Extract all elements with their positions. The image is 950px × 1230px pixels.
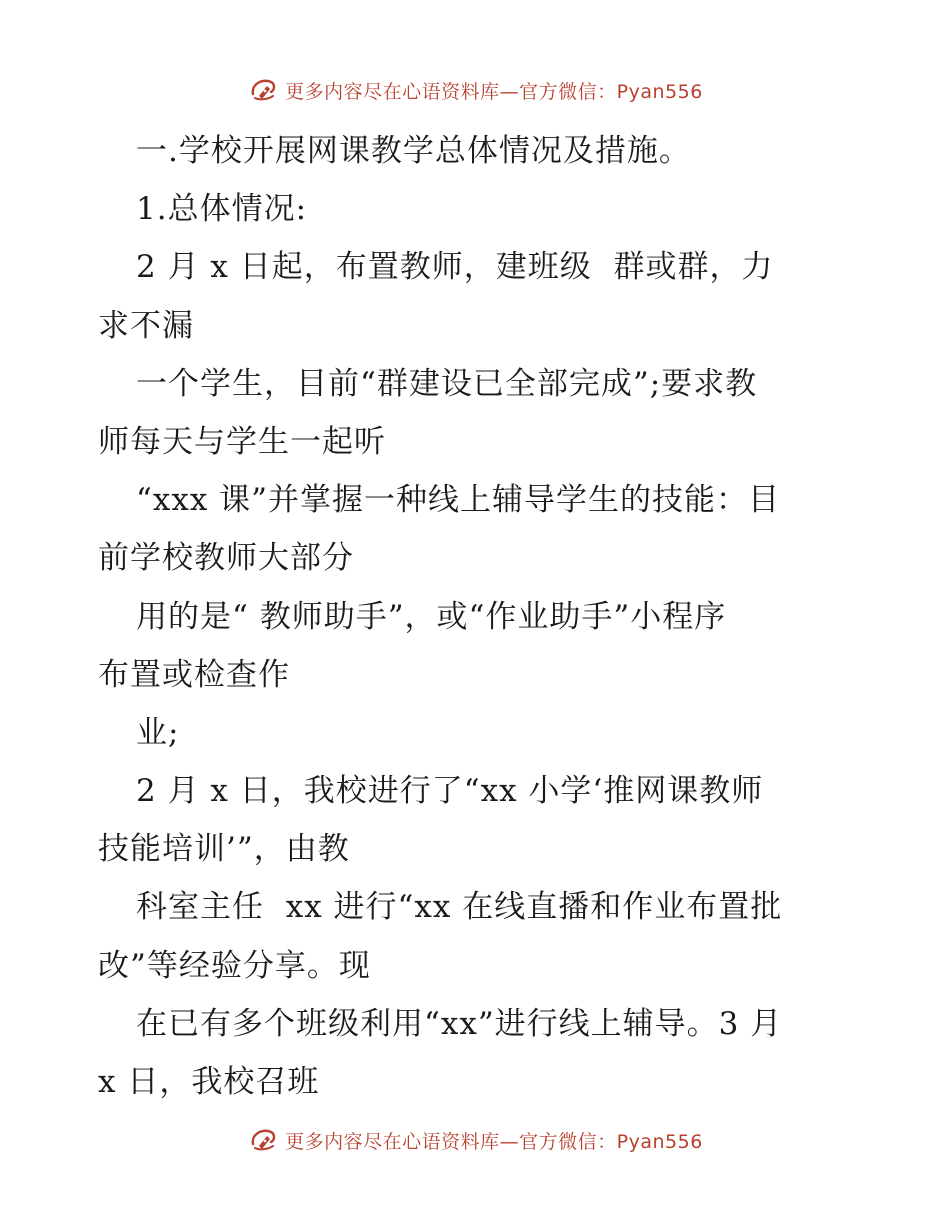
footer-banner [0,1120,950,1160]
paragraph-line: 布置或检查作 [98,656,290,693]
paragraph-line: 改”等经验分享。现 [98,947,371,984]
paragraph-line: 2 月 x 日，我校进行了“xx 小学‘推网课教师 [136,773,764,810]
banner-text: 更多内容尽在心语资料库—官方微信：Pyan556 [285,80,703,103]
paragraph-line: 2 月 x 日起，布置教师，建班级 群或群，力 [136,249,774,286]
paragraph-line: 师每天与学生一起听 [98,423,386,460]
paragraph-line: 业; [136,714,180,751]
document-body [98,122,858,1111]
banner-text: 更多内容尽在心语资料库—官方微信：Pyan556 [285,1130,703,1153]
paragraph-line: 科室主任 xx 进行“xx 在线直播和作业布置批 [136,889,783,926]
pen-nib-swirl-icon [247,1124,279,1156]
paragraph-line: x 日，我校召班 [98,1064,320,1100]
paragraph-line: 前学校教师大部分 [98,540,354,577]
header-banner [0,70,950,110]
paragraph-line: “xxx 课”并掌握一种线上辅导学生的技能：目 [136,482,780,519]
paragraph-line: 1.总体情况: [136,191,308,228]
paragraph-line: 技能培训’”，由教 [98,831,350,868]
pen-nib-swirl-icon [247,74,279,106]
paragraph-line: 一.学校开展网课教学总体情况及措施。 [136,133,691,169]
paragraph-line: 求不漏 [98,307,194,344]
paragraph-line: 在已有多个班级利用“xx”进行线上辅导。3 月 [136,1005,783,1042]
paragraph-line: 用的是“ 教师助手”，或“作业助手”小程序 [136,598,727,635]
paragraph-line: 一个学生，目前“群建设已全部完成”;要求教 [136,365,758,402]
